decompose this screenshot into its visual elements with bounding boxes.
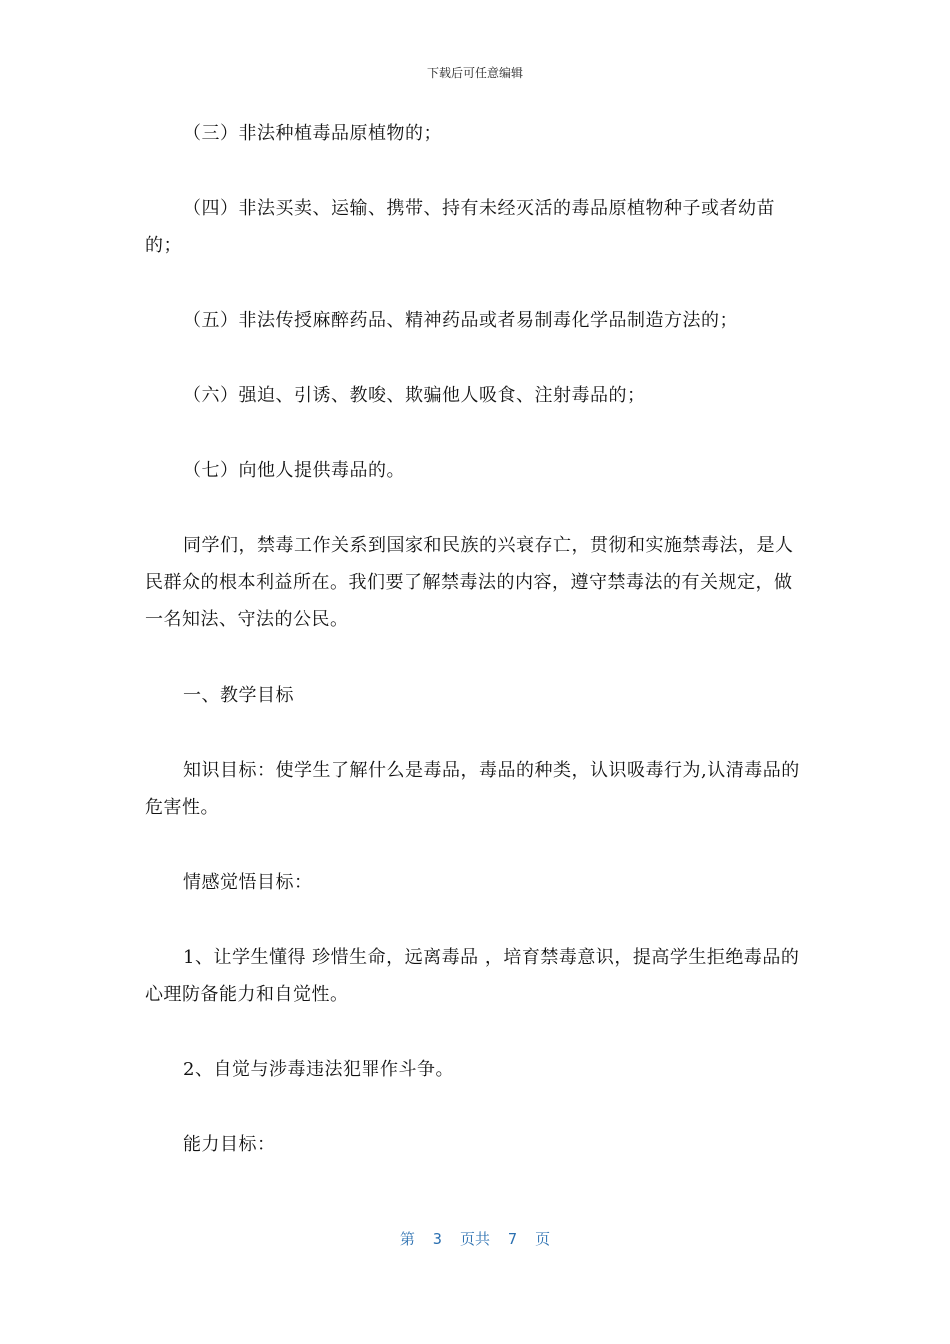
paragraph-summary: 同学们，禁毒工作关系到国家和民族的兴衰存亡，贯彻和实施禁毒法，是人民群众的根本利益所在。我们要了解禁毒法的内容，遵守禁毒法的有关规定，做一名知法、守法的公民。: [145, 535, 794, 630]
page-footer: 第 3 页共 7 页: [399, 1230, 551, 1248]
paragraph-item-6: （六）强迫、引诱、教唆、欺骗他人吸食、注射毒品的；: [183, 385, 646, 406]
paragraph-emotion-goal-2: 2、自觉与涉毒违法犯罪作斗争。: [183, 1059, 454, 1080]
section-heading-teaching-goals: 一、教学目标: [183, 685, 294, 706]
paragraph-item-3: （三）非法种植毒品原植物的；: [183, 123, 442, 144]
paragraph-item-7: （七）向他人提供毒品的。: [183, 460, 405, 481]
paragraph-item-5: （五）非法传授麻醉药品、精神药品或者易制毒化学品制造方法的；: [183, 310, 738, 331]
paragraph-knowledge-goal: 知识目标：使学生了解什么是毒品，毒品的种类，认识吸毒行为,认清毒品的危害性。: [145, 760, 800, 818]
paragraph-emotion-goal-1: 1、让学生懂得 珍惜生命，远离毒品 ，培育禁毒意识，提高学生拒绝毒品的心理防备能力和自觉性。: [145, 947, 800, 1005]
paragraph-emotion-goal-heading: 情感觉悟目标：: [183, 872, 313, 893]
page-header: 下载后可任意编辑: [426, 66, 523, 80]
paragraph-item-4: （四）非法买卖、运输、携带、持有未经灭活的毒品原植物种子或者幼苗的；: [145, 198, 775, 256]
paragraph-ability-goal-heading: 能力目标：: [183, 1134, 276, 1155]
